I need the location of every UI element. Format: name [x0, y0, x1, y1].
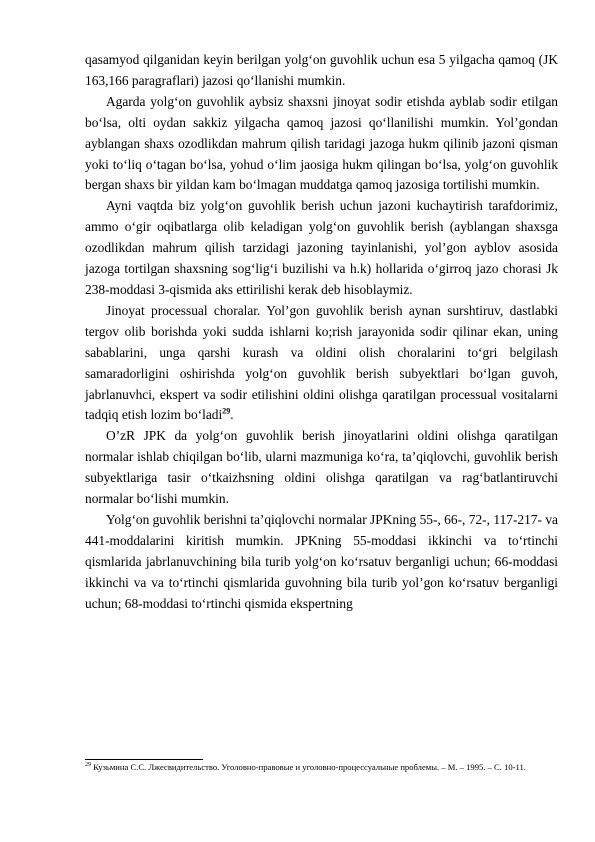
paragraph-1: qasamyod qilganidan keyin berilgan yolg‘on guvohlik uchun esa 5 yilgacha qamoq (JK 163,166 paragraflari) jazosi qo‘llanishi mumkin. [85, 52, 558, 88]
footnote-reference: 29 [222, 406, 231, 416]
paragraph-5: O’zR JPK da yolg‘on guvohlik berish jinoyatlarini oldini olishga qaratilgan normalar ishlab chiqilgan bo‘lib, ularni mazmuniga ko‘ra, ta’qiqlovchi, guvohlik berish subyektlariga tasir o‘tkaizhsning oldini olishga qaratilgan va rag‘batlantiruvchi normalar bo‘lishi mumkin. [85, 428, 558, 507]
paragraph-6: Yolg‘on guvohlik berishni ta’qiqlovchi normalar JPKning 55-, 66-, 72-, 117-217- va 441-moddalarini kiritish mumkin. JPKning 55-moddasi ikkinchi va to‘rtinchi qismlarida jabrlanuvchining bila turib yolg‘on ko‘rsatuv berganligi uchun; 66-moddasi ikkinchi va va to‘rtinchi qismlarida guvohning bila turib yol’gon ko‘rsatuv berganligi uchun; 68-moddasi to‘rtinchi qismida ekspertning [85, 511, 558, 611]
footnote [85, 761, 558, 773]
paragraph-4-text: Jinoyat processual choralar. Yol’gon guvohlik berish aynan surshtiruv, dastlabki tergov olib borishda yoki sudda ishlarni ko;rish jarayonida sodir qilinar ekan, uning sabablarini, unga qarshi kurash va oldini olish choralarini to‘gri belgilash samaradorligini oshirishda yolg‘on guvohlik berish subyektlari bo‘lgan guvoh, jabrlanuvhci, ekspert va sodir etilishini oldini olishga qaratilgan processual vositalarni tadqiq etish lozim bo‘ladi [85, 302, 558, 423]
paragraph-2: Agarda yolg‘on guvohlik aybsiz shaxsni jinoyat sodir etishda ayblab sodir etilgan bo‘lsa, olti oydan sakkiz yilgacha qamoq jazosi qo‘llanilishi mumkin. Yol’gondan ayblangan shaxs ozodlikdan mahrum qilish taridagi jazoga hukm qilinib jazoni qisman yoki to‘liq o‘tagan bo‘lsa, yohud o‘lim jaosiga hukm qilingan bo‘lsa, yolg‘on guvohlik bergan shaxs bir yildan kam bo‘lmagan muddatga qamoq jazosiga tortilishi mumkin. [85, 93, 558, 193]
footnote-separator [85, 759, 203, 760]
paragraph-4 [85, 301, 558, 426]
footnote-number: 29 [85, 762, 91, 769]
paragraph-3: Ayni vaqtda biz yolg‘on guvohlik berish uchun jazoni kuchaytirish tarafdorimiz, ammo o‘gir oqibatlarga olib keladigan yolg‘on guvohlik berish (ayblangan shaxsga ozodlikdan mahrum qilish tarzidagi jazoning tayinlanishi, yol’gon ayblov asosida jazoga tortilgan shaxsning sog‘lig‘i buzilishi va h.k) hollarida o‘girroq jazo chorasi Jk 238-moddasi 3-qismida aks ettirilishi kerak deb hisoblaymiz. [85, 198, 558, 297]
paragraph-4-end: . [230, 407, 234, 423]
footnote-text: Кузьмина С.С. Лжесвидительство. Уголовно-правовые и уголовно-процессуальные проблемы. – М. – 1995. – С. 10-11. [91, 762, 526, 772]
document-body [85, 50, 558, 614]
